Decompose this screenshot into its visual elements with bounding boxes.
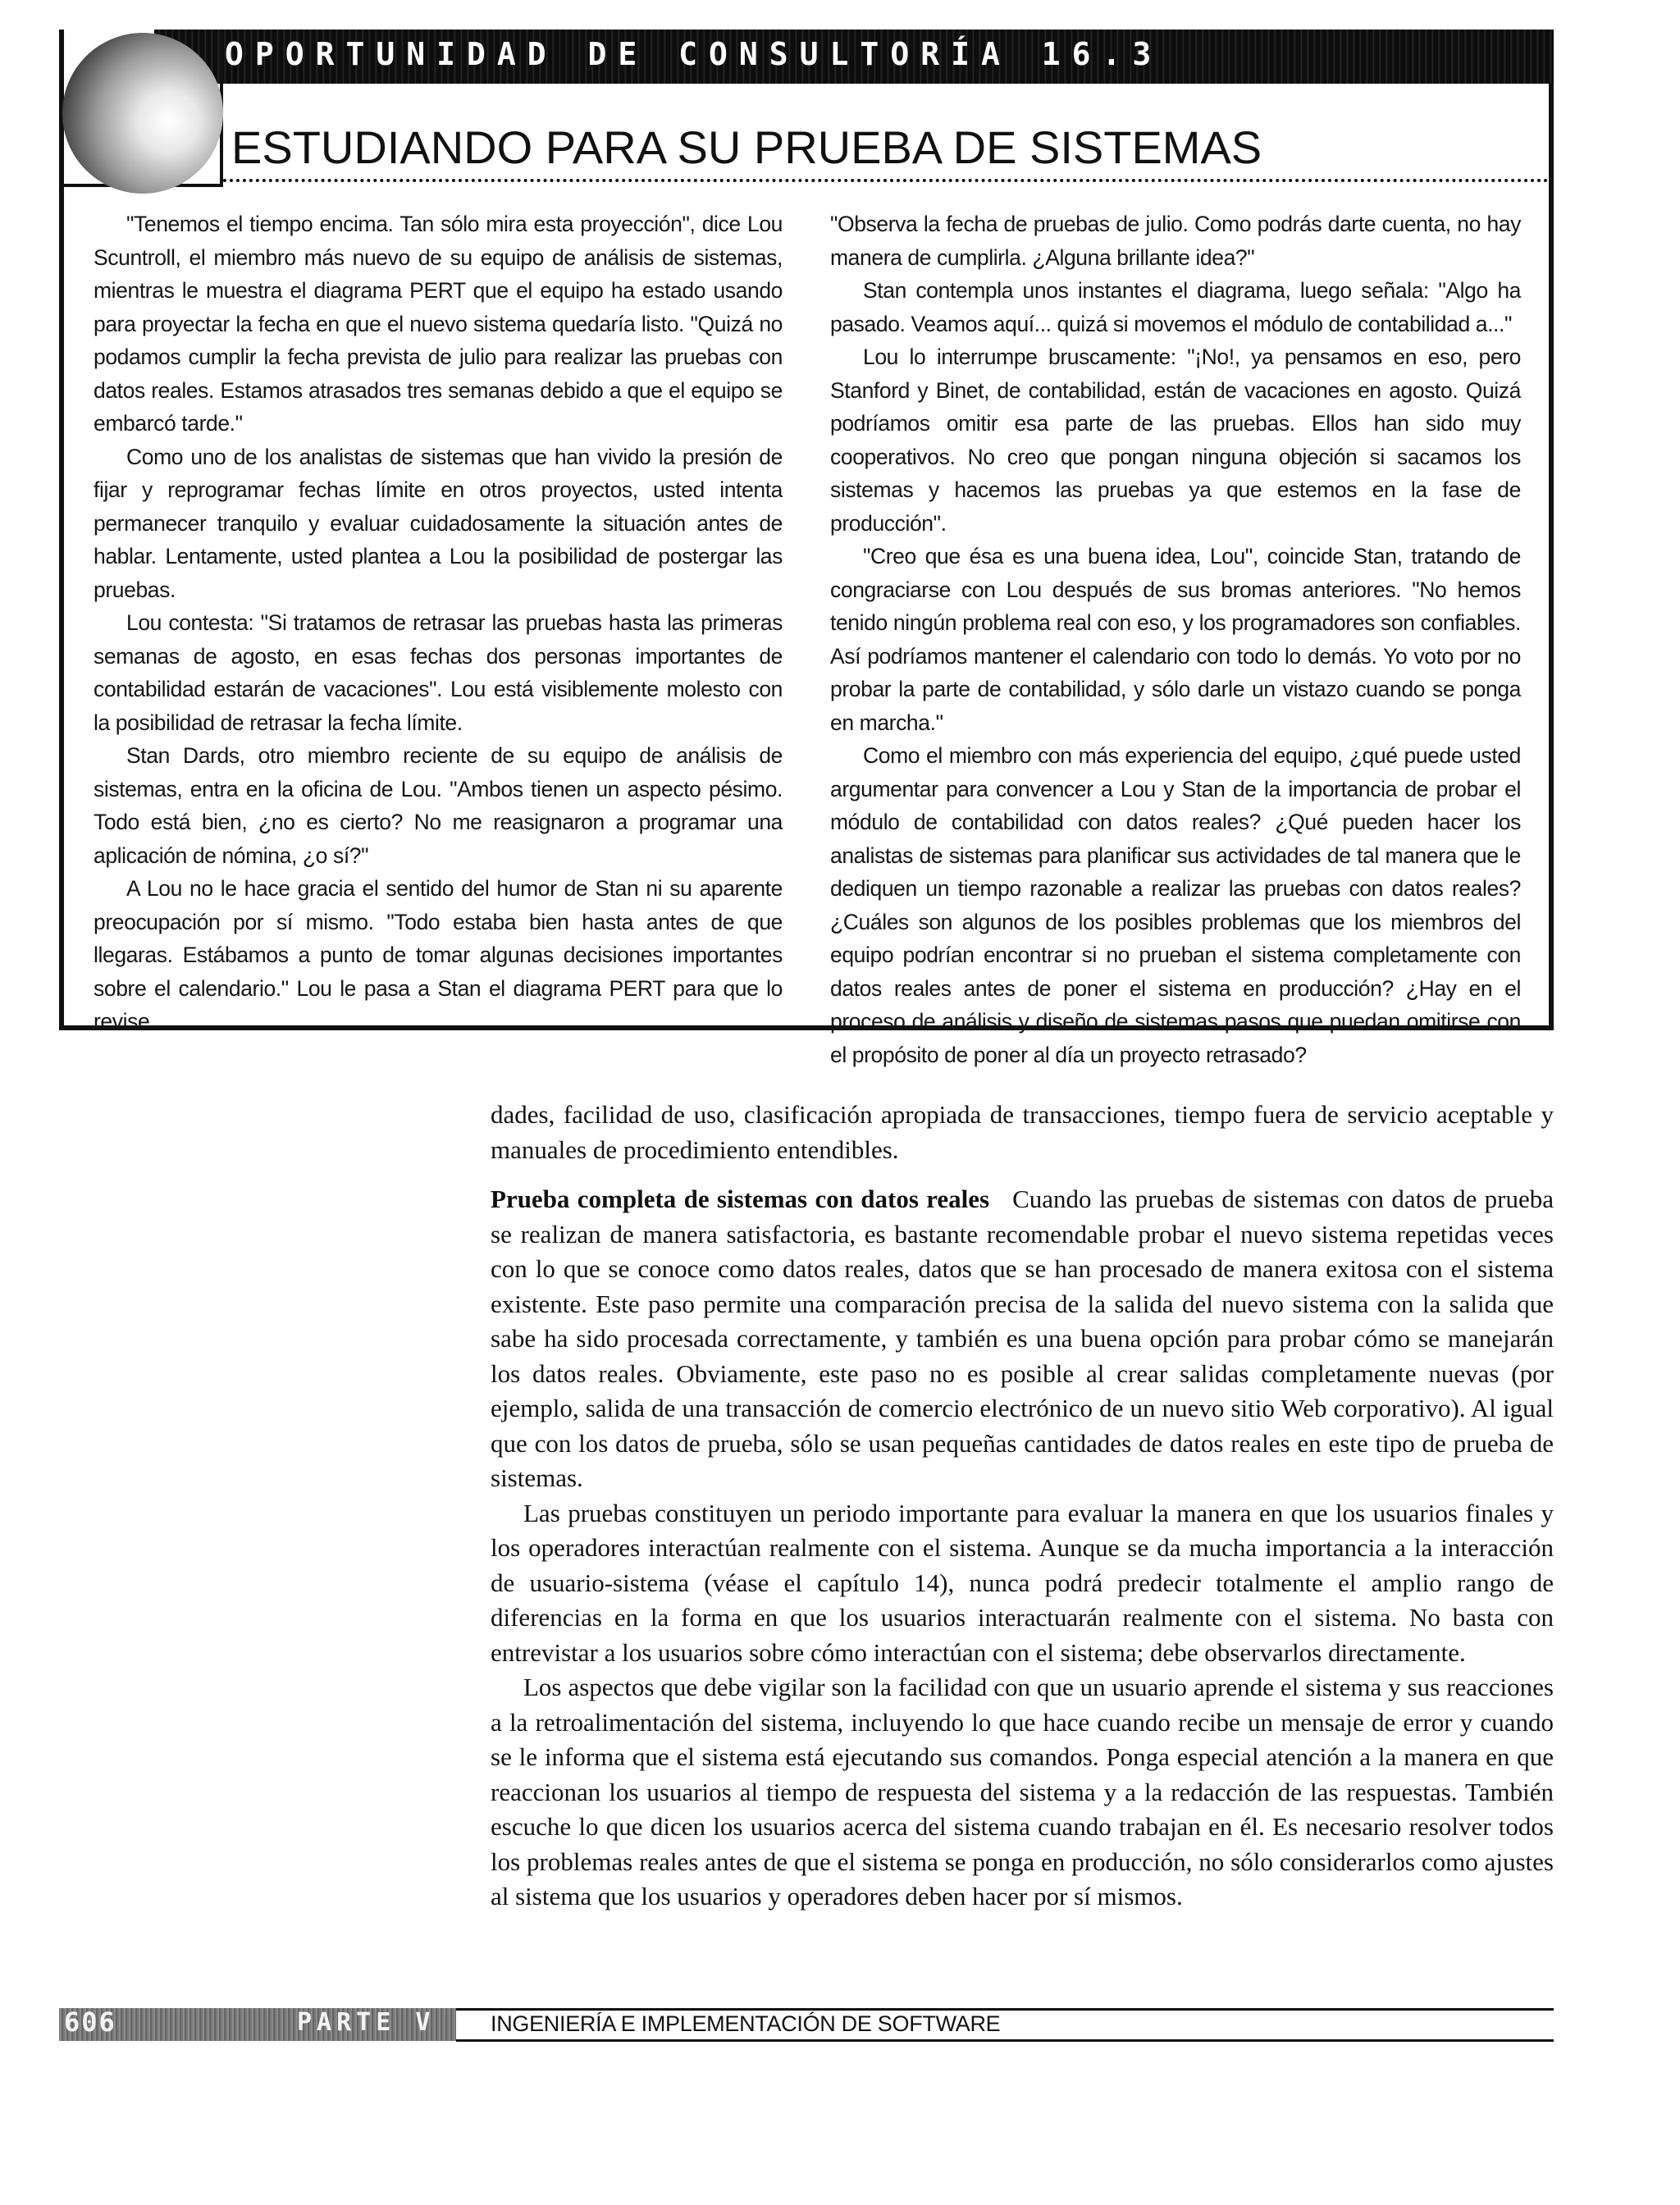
box-paragraph: Como el miembro con más experiencia del equipo, ¿qué puede usted argumentar para convencer a Lou y Stan de la importancia de probar el módulo de contabilidad con datos reales? ¿Qué pueden hacer los analistas de sistemas para planificar sus actividades de tal manera que le dediquen un tiempo razonable a realizar las pruebas con datos reales? ¿Cuáles son algunos de los posibles problemas que los miembros del equipo podrían encontrar si no prueban el sistema completamente con datos reales antes de poner el sistema en producción? ¿Hay en el proceso de análisis y diseño de sistemas pasos que puedan omitirse con el propósito de poner al día un proyecto retrasado? <box>830 743 1521 1067</box>
footer-section-title: INGENIERÍA E IMPLEMENTACIÓN DE SOFTWARE <box>491 2011 1001 2036</box>
title-dotted-rule <box>223 179 1549 182</box>
box-header-bar <box>154 30 1554 84</box>
box-paragraph: A Lou no le hace gracia el sentido del humor de Stan ni su aparente preocupación por sí mismo. "Todo estaba bien hasta antes de que llegaras. Estábamos a punto de tomar algunas decisiones importantes sobre el calendario." Lou le pasa a Stan el diagrama PERT para que lo revise. <box>94 876 783 1034</box>
box-left-column <box>94 208 783 1039</box>
part-label: PARTE V <box>297 2008 436 2037</box>
body-paragraph: Los aspectos que debe vigilar son la facilidad con que un usuario aprende el sistema y sus reacciones a la retroalimentación del sistema, incluyendo lo que hace cuando recibe un mensaje de error y cuando se le informa que el sistema está ejecutando sus comandos. Ponga especial atención a la manera en que reaccionan los usuarios al tiempo de respuesta del sistema y a la redacción de las respuestas. También escuche lo que dicen los usuarios acerca del sistema cuando trabajan en él. Es necesario resolver todos los problemas reales antes de que el sistema se ponga en producción, no sólo considerarlos como ajustes al sistema que los usuarios y operadores deben hacer por sí mismos. <box>491 1673 1554 1911</box>
body-section-paragraph <box>491 1182 1554 1496</box>
section-heading: Prueba completa de sistemas con datos reales <box>491 1185 990 1213</box>
section-text: Cuando las pruebas de sistemas con datos de prueba se realizan de manera satisfactoria, es bastante recomendable probar el nuevo sistema repetidas veces con lo que se conoce como datos reales, datos que se han procesado de manera exitosa con el sistema existente. Este paso permite una comparación precisa de la salida del nuevo sistema con la salida que sabe ha sido procesada correctamente, y también es una buena opción para probar cómo se manejarán los datos reales. Obviamente, este paso no es posible al crear salidas completamente nuevas (por ejemplo, salida de una transacción de comercio electrónico de un nuevo sitio Web corporativo). Al igual que con los datos de prueba, sólo se usan pequeñas cantidades de datos reales en este tipo de prueba de sistemas. <box>491 1185 1554 1492</box>
page-number: 606 <box>64 2006 116 2038</box>
box-paragraph: "Tenemos el tiempo encima. Tan sólo mira esta proyección", dice Lou Scuntroll, el miembro más nuevo de su equipo de análisis de sistemas, mientras le muestra el diagrama PERT que el equipo ha estado usando para proyectar la fecha en que el nuevo sistema quedaría listo. "Quizá no podamos cumplir la fecha prevista de julio para realizar las pruebas con datos reales. Estamos atrasados tres semanas debido a que el equipo se embarcó tarde." <box>94 212 783 436</box>
box-paragraph: Como uno de los analistas de sistemas que han vivido la presión de fijar y reprogramar fechas límite en otros proyectos, usted intenta permanecer tranquilo y evaluar cuidadosamente la situación antes de hablar. Lentamente, usted plantea a Lou la posibilidad de postergar las pruebas. <box>94 444 783 602</box>
box-paragraph: Lou contesta: "Si tratamos de retrasar las pruebas hasta las primeras semanas de agosto, en esas fechas dos personas importantes de contabilidad estarán de vacaciones". Lou está visiblemente molesto con la posibilidad de retrasar la fecha límite. <box>94 610 783 735</box>
box-paragraph: Stan Dards, otro miembro reciente de su equipo de análisis de sistemas, entra en la oficina de Lou. "Ambos tienen un aspecto pésimo. Todo está bien, ¿no es cierto? No me reasignaron a programar una aplicación de nómina, ¿o sí?" <box>94 743 783 868</box>
body-paragraph: Las pruebas constituyen un periodo importante para evaluar la manera en que los usuarios finales y los operadores interactúan realmente con el sistema. Aunque se da mucha importancia a la interacción de usuario-sistema (véase el capítulo 14), nunca podrá predecir totalmente el amplio rango de diferencias en la forma en que los usuarios interactuarán realmente con el sistema. No basta con entrevistar a los usuarios sobre cómo interactúan con el sistema; debe observarlos directamente. <box>491 1498 1554 1667</box>
sphere-graphic <box>62 33 223 194</box>
main-body-text <box>491 1098 1554 1915</box>
box-right-column <box>830 208 1521 1071</box>
box-title: ESTUDIANDO PARA SU PRUEBA DE SISTEMAS <box>231 121 1262 173</box>
box-header-label: OPORTUNIDAD DE CONSULTORÍA 16.3 <box>225 36 1163 72</box>
box-paragraph: "Observa la fecha de pruebas de julio. Como podrás darte cuenta, no hay manera de cumplirla. ¿Alguna brillante idea?" <box>830 212 1521 270</box>
box-paragraph: Stan contempla unos instantes el diagrama, luego señala: "Algo ha pasado. Veamos aquí... quizá si movemos el módulo de contabilidad a..." <box>830 278 1521 336</box>
body-continuation: dades, facilidad de uso, clasificación apropiada de transacciones, tiempo fuera de servicio aceptable y manuales de procedimiento entendibles. <box>491 1100 1554 1164</box>
footer-rule-bottom <box>456 2039 1554 2042</box>
box-paragraph: "Creo que ésa es una buena idea, Lou", coincide Stan, tratando de congraciarse con Lou después de sus bromas anteriores. "No hemos tenido ningún problema real con eso, y los programadores son confiables. Así podríamos mantener el calendario con todo lo demás. Yo voto por no probar la parte de contabilidad, y sólo darle un vistazo cuando se ponga en marcha." <box>830 544 1521 735</box>
footer-rule-top <box>456 2008 1554 2011</box>
box-paragraph: Lou lo interrumpe bruscamente: "¡No!, ya pensamos en eso, pero Stanford y Binet, de contabilidad, están de vacaciones en agosto. Quizá podríamos omitir esa parte de las pruebas. Ellos han sido muy cooperativos. No creo que pongan ninguna objeción si sacamos los sistemas y hacemos las pruebas ya que estemos en la fase de producción". <box>830 345 1521 536</box>
